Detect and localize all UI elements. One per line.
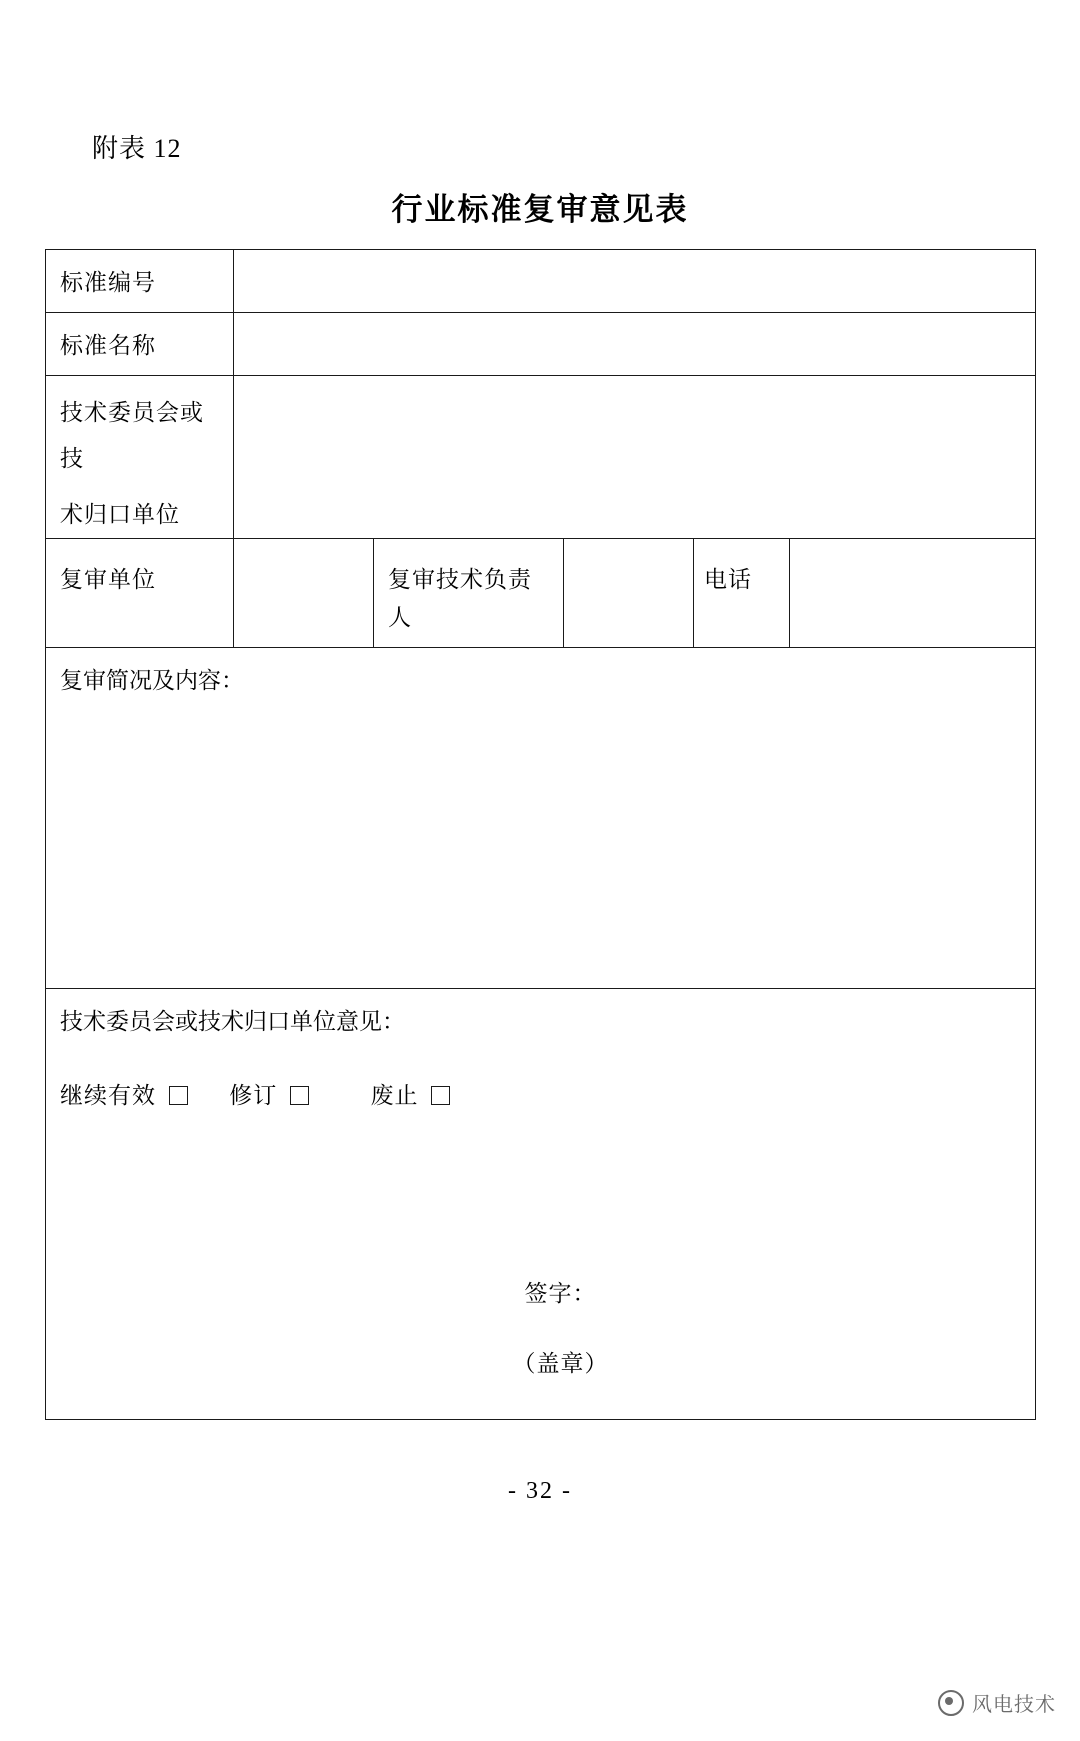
- review-unit-value-cell[interactable]: [234, 538, 374, 647]
- summary-label: 复审简况及内容：: [60, 667, 244, 693]
- review-unit-value[interactable]: [234, 539, 373, 571]
- standard-name-value-cell[interactable]: [234, 312, 1036, 375]
- option-revise-label: 修订: [229, 1082, 278, 1108]
- attachment-label: 附表 12: [92, 134, 182, 163]
- page-number: - 32 -: [508, 1478, 572, 1504]
- wechat-account-icon: [938, 1690, 964, 1716]
- opinion-cell[interactable]: [46, 988, 1036, 1419]
- standard-number-label: 标准编号: [60, 270, 156, 295]
- table-row: [46, 375, 1036, 538]
- table-row: [46, 647, 1036, 988]
- table-row: [46, 988, 1036, 1419]
- watermark: [938, 1688, 1056, 1717]
- committee-value-cell[interactable]: [234, 375, 1036, 538]
- phone-value-cell[interactable]: [790, 538, 1036, 647]
- summary-cell[interactable]: [46, 647, 1036, 988]
- standard-name-label: 标准名称: [60, 332, 156, 358]
- standard-number-value-cell[interactable]: [234, 250, 1036, 313]
- review-unit-label: 复审单位: [60, 566, 156, 592]
- review-opinion-form: [45, 249, 1036, 1420]
- phone-value[interactable]: [790, 539, 1035, 571]
- tech-leader-label-cell: [374, 538, 564, 647]
- opinion-label: 技术委员会或技术归口单位意见：: [60, 1008, 405, 1034]
- review-unit-label-cell: [46, 538, 234, 647]
- signature-label: 签字：: [524, 1280, 597, 1306]
- tech-leader-value[interactable]: [564, 539, 693, 571]
- option-continue-valid[interactable]: [60, 1083, 199, 1108]
- option-continue-valid-label: 继续有效: [60, 1082, 156, 1108]
- tech-leader-value-cell[interactable]: [564, 538, 694, 647]
- phone-label: 电话: [704, 566, 752, 592]
- table-row: [46, 538, 1036, 647]
- watermark-text: 风电技术: [972, 1694, 1056, 1716]
- committee-label-line2: 术归口单位: [60, 501, 180, 527]
- option-abolish[interactable]: [371, 1083, 455, 1108]
- standard-name-label-cell: [46, 312, 234, 375]
- phone-label-cell: [694, 538, 790, 647]
- committee-value[interactable]: [234, 376, 1035, 400]
- standard-number-value[interactable]: [234, 250, 1035, 274]
- standard-number-label-cell: [46, 250, 234, 313]
- committee-label-line1: 技术委员会或技: [60, 399, 204, 471]
- opinion-options: [46, 1077, 1035, 1115]
- table-row: [46, 312, 1036, 375]
- page-title: 行业标准复审意见表: [391, 192, 689, 227]
- committee-label-cell: [46, 375, 234, 538]
- tech-leader-label: 复审技术负责人: [388, 566, 532, 630]
- option-continue-valid-checkbox[interactable]: [169, 1086, 188, 1105]
- option-abolish-label: 废止: [370, 1082, 419, 1108]
- option-abolish-checkbox[interactable]: [431, 1086, 450, 1105]
- table-row: [46, 250, 1036, 313]
- option-revise[interactable]: [229, 1083, 320, 1108]
- standard-name-value[interactable]: [234, 313, 1035, 337]
- signature-block: [46, 1275, 1035, 1383]
- seal-label: （盖章）: [512, 1350, 609, 1376]
- option-revise-checkbox[interactable]: [290, 1086, 309, 1105]
